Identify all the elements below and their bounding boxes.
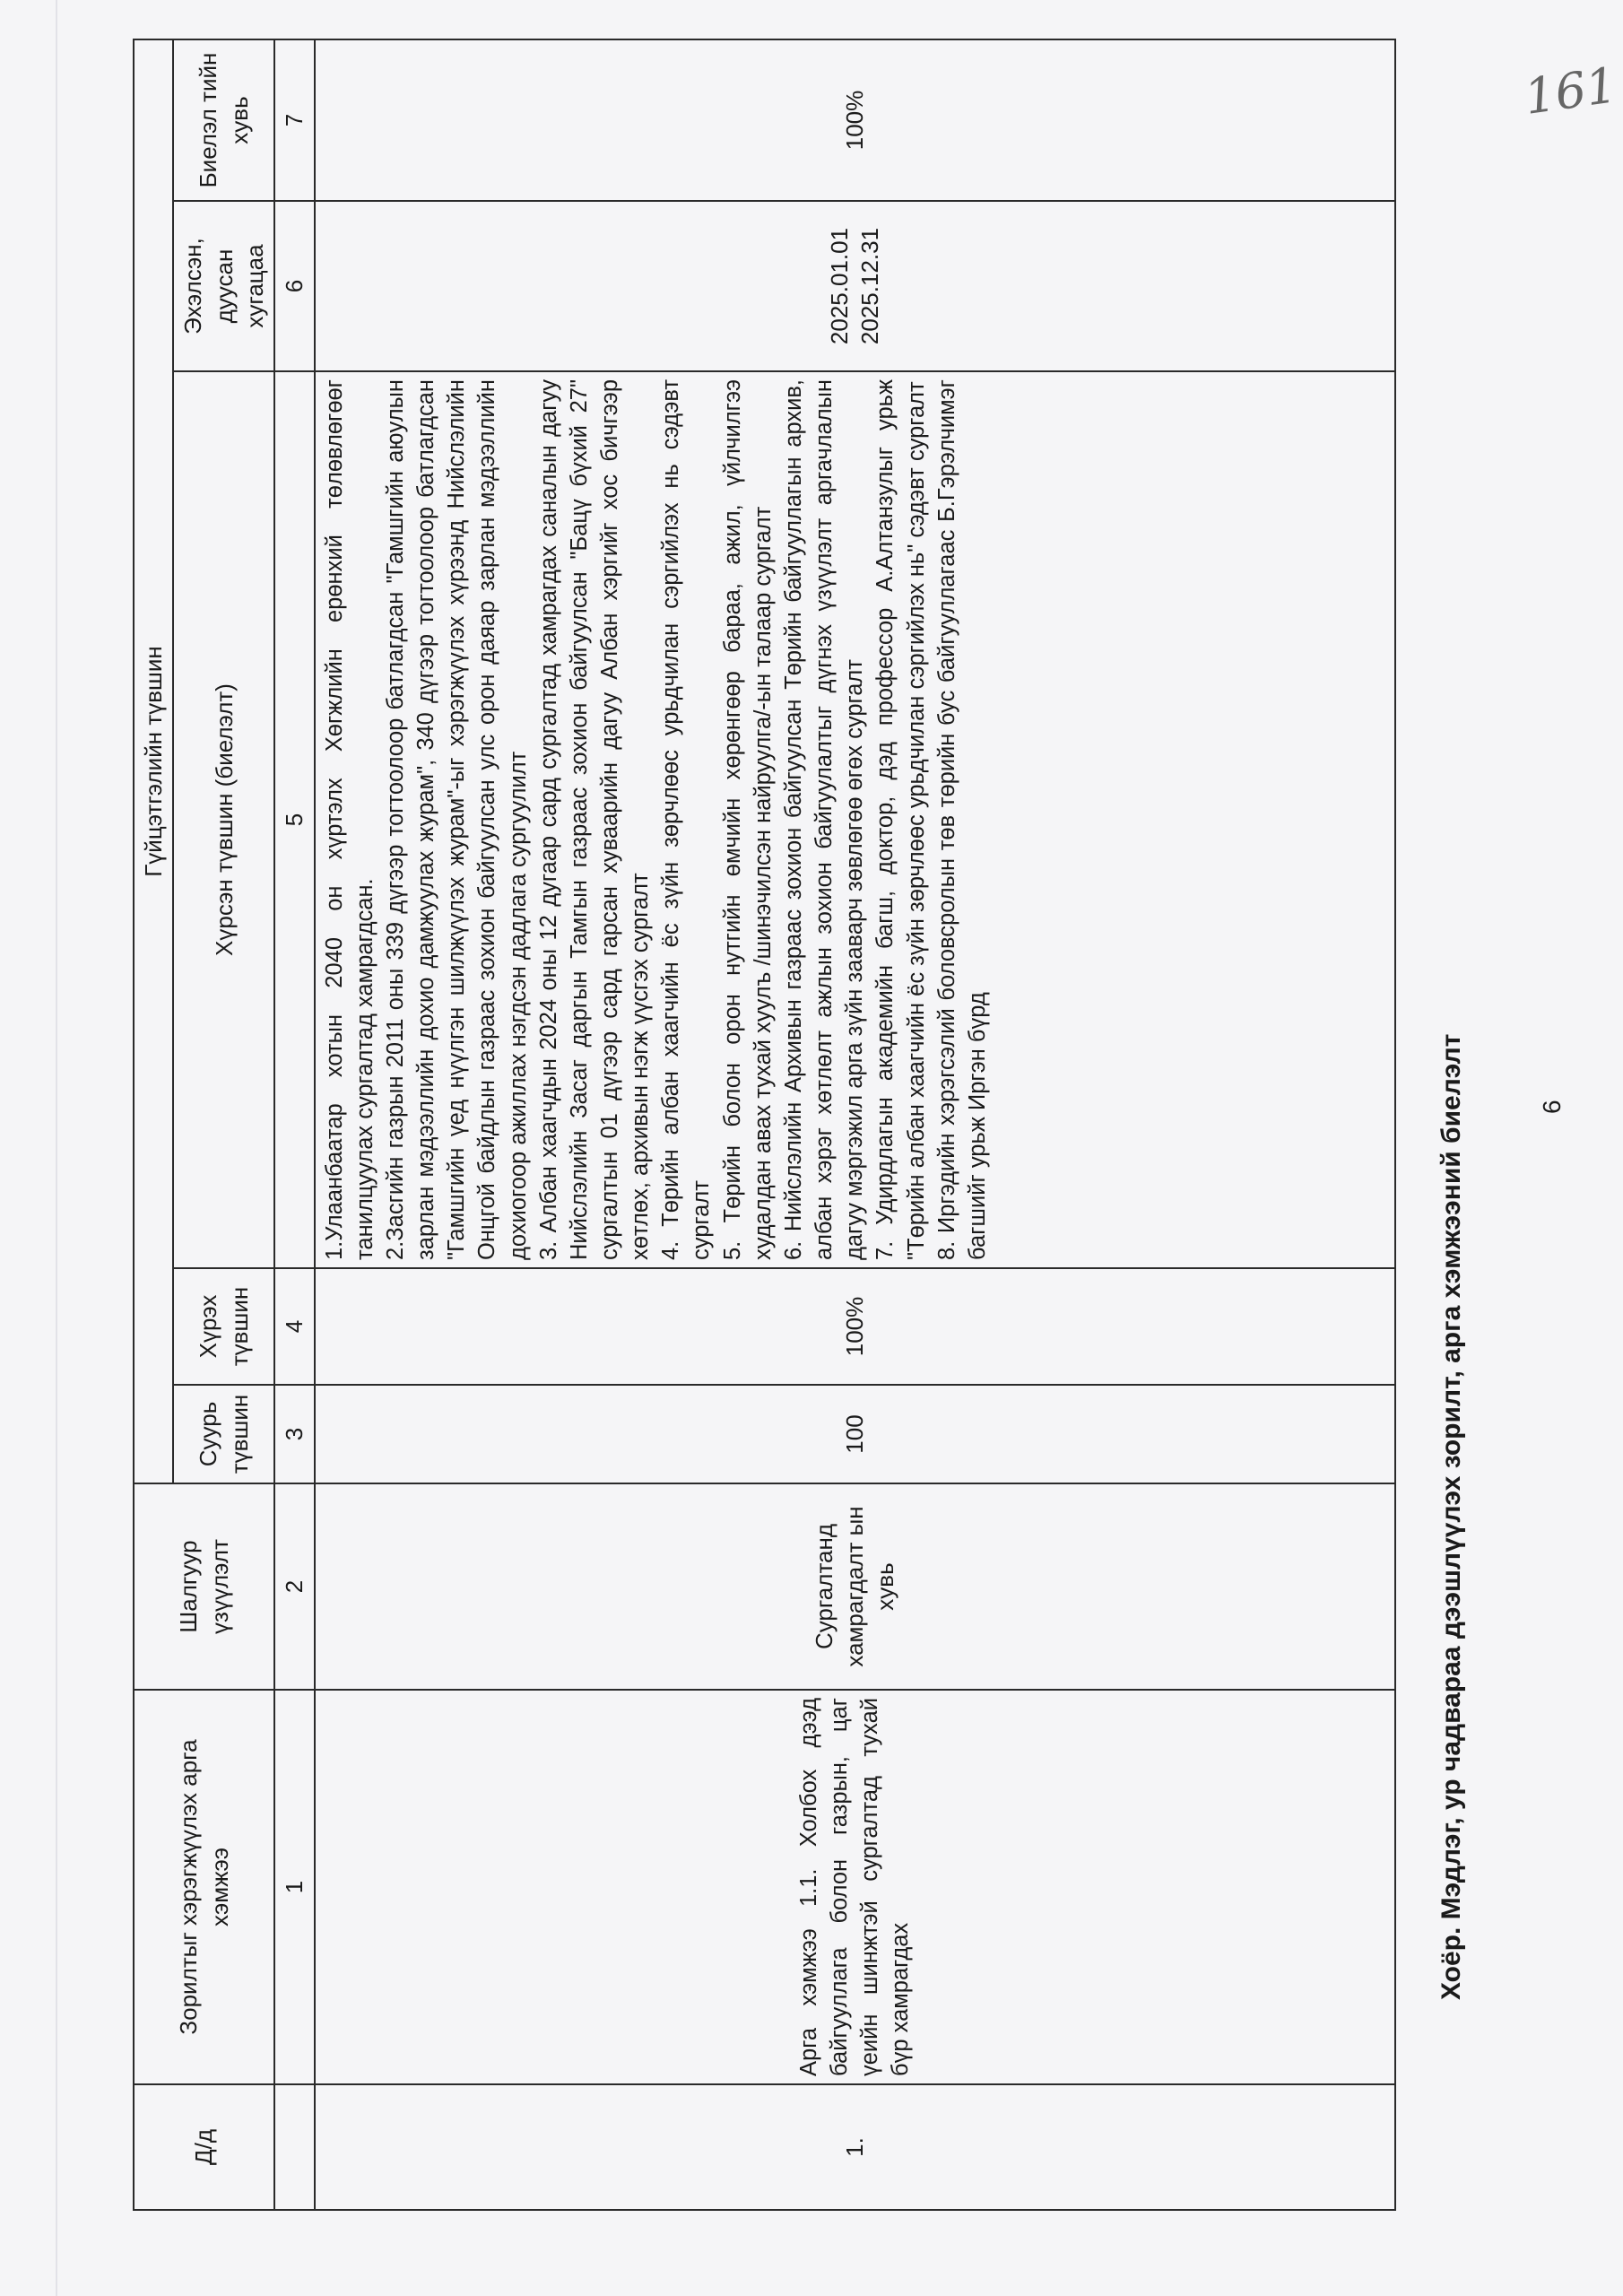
- index-cell: 3: [274, 1385, 314, 1483]
- header-performance-level: Гүйцэтгэлийн түвшин: [134, 39, 173, 1483]
- header-base-level: Суурь түвшин: [173, 1385, 274, 1483]
- achieved-item: 5. Төрийн болон орон нутгийн өмчийн хөрөнгөөр бараа, ажил, үйлчилгээ худалдан авах тухай хуулъ /шинэчилсэн найруулга/-ын талаар сургалт: [719, 379, 776, 1260]
- row-achieved-level: [315, 371, 1395, 1268]
- index-cell: 5: [274, 371, 314, 1268]
- header-measure: Зорилтыг хэрэгжүүлэх арга хэмжээ: [134, 1690, 274, 2084]
- achieved-item: 6. Нийслэлийн Архивын газраас зохион байгуулсан Төрийн байгууллагын архив, албан хэрэг хөтлөлт ажлын зохион байгуулалтыг дүгнэх үзүүлэлт аргачлалын дагуу мэргэжил арга зүйн зааварч зөвлөгөө өгөх сургалт: [780, 379, 868, 1260]
- achieved-item: 3. Албан хаагчдын 2024 оны 12 дугаар сард сургалтад хамрагдах саналын дагуу Нийслэлийн Засаг даргын Тамгын газраас зохион байгуулсан "Бацү бүхий 27" сургалтын 01 дүгээр сард гарсан хуваарийн дагуу Албан хэргийг хос бичгээр хөтлөх, архивын нэгж үүсгэх сургалт: [535, 379, 654, 1260]
- header-period: Эхэлсэн, дуусан хугацаа: [173, 201, 274, 371]
- row-target-level: 100%: [315, 1268, 1395, 1385]
- header-achieved-level: Хүрсэн түвшин (биелэлт): [173, 371, 274, 1268]
- index-cell: 1: [274, 1690, 314, 2084]
- section-heading: Хоёр. Мэдлэг, ур чадвараа дээшлүүлэх зорилт, арга хэмжээний биелэлт: [1436, 1033, 1466, 2000]
- row-base-level: 100: [315, 1385, 1395, 1483]
- period-start: 2025.01.01: [825, 227, 853, 345]
- achieved-item: 8. Иргэдийн хэрэгсэлий боловсролын төв төрийн бус байгууллагаас Б.Гэрэлчимэг багшийг урьж Иргэн бүрд: [933, 379, 990, 1260]
- achieved-item: 4. Төрийн албан хаагчийн ёс зүйн зөрчлөөс урьдчилан сэргийлэх нь сэдэвт сургалт: [658, 379, 715, 1260]
- table-row: [315, 39, 1395, 2210]
- header-criterion: Шалгуур үзүүлэлт: [134, 1483, 274, 1690]
- performance-table: [133, 39, 1396, 2211]
- row-measure: Арга хэмжээ 1.1. Холбох дээд байгууллага болон газрын, цаг үеийн шинжтэй сургалтад тухай бүр хамрагдах: [315, 1690, 1395, 2084]
- header-row-1: [134, 39, 173, 2210]
- index-cell: 4: [274, 1268, 314, 1385]
- index-cell: 2: [274, 1483, 314, 1690]
- row-period: [315, 201, 1395, 371]
- page-number: 6: [1538, 1100, 1566, 1114]
- header-percent: Биелэл тийн хувь: [173, 39, 274, 201]
- row-percent: 100%: [315, 39, 1395, 201]
- index-cell-empty: [274, 2084, 314, 2210]
- row-criterion: Сургалтанд хамрагдалт ын хувь: [315, 1483, 1395, 1690]
- index-cell: 6: [274, 201, 314, 371]
- achieved-item: 2.Засгийн газрын 2011 оны 339 дүгээр тогтоолоор батлагдсан "Гамшгийн аюулын зарлан мэдээллийн дохио дамжуулах журам", 340 дүгээр тогтоолоор батлагдсан "Гамшгийн үед нүүлгэн шилжүүлэх журам"-ыг хэрэгжүүлэх хүрээнд Нийслэлийн Онцгой байдлын газраас зохион байгуулсан улс орон даяар зарлан мэдээллийн дохиогоор ажиллах нэгдсэн дадлага сургуулилт: [382, 379, 531, 1260]
- handwritten-page-number: 161: [1521, 57, 1620, 126]
- header-number: Д/д: [134, 2084, 274, 2210]
- index-row: [274, 39, 314, 2210]
- header-target-level: Хүрэх түвшин: [173, 1268, 274, 1385]
- achieved-item: 7. Удирдлагын академийн багш, доктор, дэд профессор А.Алтанзулыг урьж "Төрийн албан хаагчийн ёс зүйн зөрчлөөс урьдчилан сэргийлэх нь" сэдэвт сургалт: [872, 379, 929, 1260]
- index-cell: 7: [274, 39, 314, 201]
- achieved-item: 1.Улаанбаатар хотын 2040 он хүртэлх Хөгжлийн ерөнхий төлөвлөгөөг танилцуулах сургалтад хамрагдсан.: [321, 379, 378, 1260]
- period-end: 2025.12.31: [856, 227, 884, 345]
- row-number: 1.: [315, 2084, 1395, 2210]
